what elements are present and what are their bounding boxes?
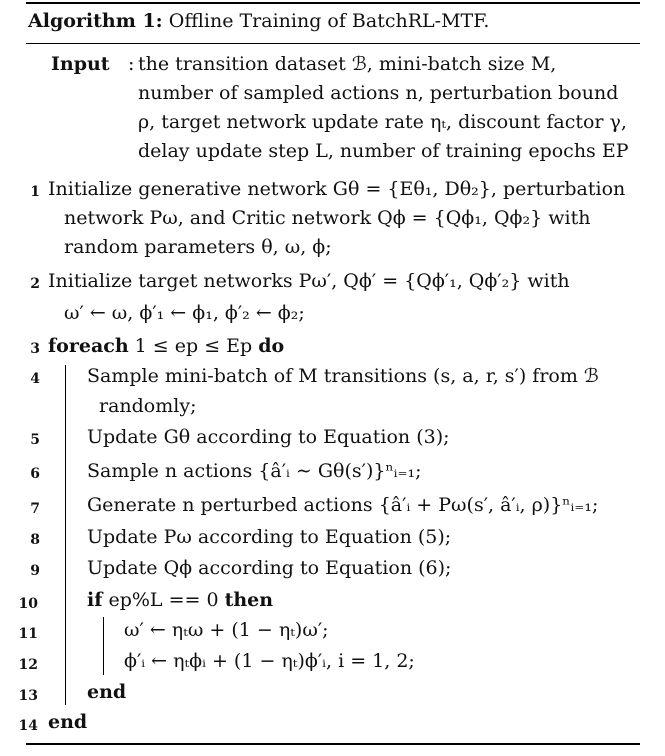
step-4-line-1: Sample mini-batch of M transitions (s, a, r, s′) from ℬ — [87, 365, 599, 387]
input-line: number of sampled actions n, perturbation bound — [138, 82, 619, 104]
title-rule — [26, 43, 640, 44]
line-number: 7 — [30, 501, 40, 517]
top-rule — [26, 2, 640, 4]
step-1-line-2: network Pω, and Critic network Qϕ = {Qϕ₁, Qϕ₂} with — [64, 207, 591, 229]
step-6: Sample n actions {â′ᵢ ∼ Gθ(s′)}ⁿᵢ₌₁; — [87, 460, 422, 482]
input-line: the transition dataset ℬ, mini-batch size M, — [138, 53, 557, 75]
foreach-block-bar — [65, 365, 66, 705]
step-12: ϕ′ᵢ ← ηₜϕᵢ + (1 − ηₜ)ϕ′ᵢ, i = 1, 2; — [124, 650, 415, 672]
then-keyword: then — [224, 589, 274, 611]
algorithm-title-text: Offline Training of BatchRL-MTF. — [168, 10, 490, 32]
if-block-bar — [103, 617, 104, 675]
line-number: 1 — [30, 184, 40, 200]
step-2-line-1: Initialize target networks Pω′, Qϕ′ = {Qϕ′₁, Qϕ′₂} with — [48, 270, 570, 292]
step-4-line-2: randomly; — [99, 395, 197, 417]
algorithm-title-label: Algorithm 1: — [28, 10, 163, 32]
input-label: Input — [51, 53, 110, 75]
if-condition: ep%L == 0 — [102, 589, 225, 611]
line-number: 5 — [30, 432, 40, 448]
line-number: 9 — [30, 563, 40, 579]
line-number: 4 — [30, 371, 40, 387]
step-14-end: end — [48, 711, 88, 733]
do-keyword: do — [258, 335, 285, 357]
algorithm-title — [28, 10, 489, 32]
step-10-if — [87, 589, 273, 611]
input-colon: : — [128, 53, 135, 75]
bottom-rule — [26, 743, 640, 745]
line-number: 8 — [30, 532, 40, 548]
step-5: Update Gθ according to Equation (3); — [87, 426, 450, 448]
step-9: Update Qϕ according to Equation (6); — [87, 557, 452, 579]
line-number: 11 — [18, 626, 38, 642]
line-number: 14 — [18, 718, 38, 734]
line-number: 12 — [18, 657, 38, 673]
step-11: ω′ ← ηₜω + (1 − ηₜ)ω′; — [124, 619, 329, 641]
line-number: 2 — [30, 276, 40, 292]
line-number: 6 — [30, 466, 40, 482]
foreach-condition: 1 ≤ ep ≤ Ep — [128, 335, 259, 357]
step-1-line-3: random parameters θ, ω, ϕ; — [64, 236, 332, 258]
step-1-line-1: Initialize generative network Gθ = {Eθ₁, Dθ₂}, perturbation — [48, 178, 626, 200]
step-7: Generate n perturbed actions {â′ᵢ + Pω(s′, â′ᵢ, ρ)}ⁿᵢ₌₁; — [87, 494, 599, 516]
line-number: 10 — [18, 596, 38, 612]
foreach-keyword: foreach — [48, 335, 129, 357]
step-2-line-2: ω′ ← ω, ϕ′₁ ← ϕ₁, ϕ′₂ ← ϕ₂; — [64, 302, 305, 324]
input-line: ρ, target network update rate ηₜ, discount factor γ, — [138, 111, 627, 133]
step-8: Update Pω according to Equation (5); — [87, 526, 452, 548]
step-3-foreach — [48, 335, 284, 357]
algorithm-box — [18, 0, 640, 756]
input-line: delay update step L, number of training epochs EP — [138, 140, 629, 162]
step-13-end: end — [87, 681, 127, 703]
if-keyword: if — [87, 589, 103, 611]
line-number: 13 — [18, 688, 38, 704]
line-number: 3 — [30, 341, 40, 357]
